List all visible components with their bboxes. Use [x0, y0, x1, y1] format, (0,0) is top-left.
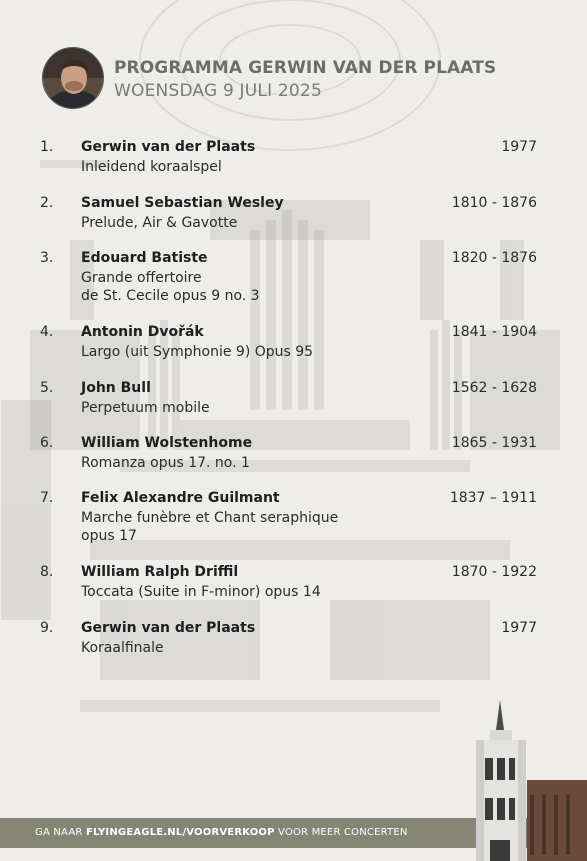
- item-number: 7.: [40, 490, 54, 506]
- piece-line: Grande offertoire: [81, 270, 202, 286]
- composer-years: 1977: [501, 620, 537, 636]
- composer-years: 1837 – 1911: [449, 490, 537, 506]
- item-number: 6.: [40, 435, 54, 451]
- composer-name: William Wolstenhome: [81, 435, 253, 451]
- piece-title: [81, 639, 421, 657]
- composer-name: Samuel Sebastian Wesley: [81, 195, 284, 211]
- item-number: 1.: [40, 139, 54, 155]
- composer-years: 1820 - 1876: [451, 250, 537, 266]
- piece-title: [81, 583, 421, 601]
- piece-line: de St. Cecile opus 9 no. 3: [81, 288, 260, 304]
- composer-name: Antonin Dvořák: [81, 324, 204, 340]
- organist-portrait-image: [43, 48, 104, 109]
- church-tower-image: [452, 700, 587, 861]
- page-title: PROGRAMMA GERWIN VAN DER PLAATS: [114, 58, 497, 78]
- piece-title: [81, 399, 421, 417]
- piece-line: opus 17: [81, 528, 137, 544]
- piece-line: Perpetuum mobile: [81, 400, 210, 416]
- composer-name: William Ralph Driffil: [81, 564, 239, 580]
- item-number: 5.: [40, 380, 54, 396]
- composer-name: Edouard Batiste: [81, 250, 208, 266]
- footer-suffix: VOOR MEER CONCERTEN: [274, 827, 408, 838]
- composer-name: Gerwin van der Plaats: [81, 620, 256, 636]
- item-number: 4.: [40, 324, 54, 340]
- item-number: 3.: [40, 250, 54, 266]
- presale-link[interactable]: FLYINGEAGLE.NL/VOORVERKOOP: [85, 827, 275, 838]
- item-number: 8.: [40, 564, 54, 580]
- composer-years: 1977: [501, 139, 537, 155]
- piece-title: [81, 214, 421, 232]
- program-header: [42, 47, 562, 111]
- piece-title: [81, 509, 421, 545]
- concert-date: WOENSDAG 9 JULI 2025: [114, 81, 322, 101]
- piece-title: [81, 454, 421, 472]
- piece-title: [81, 158, 421, 176]
- composer-years: 1865 - 1931: [451, 435, 537, 451]
- piece-title: [81, 269, 421, 305]
- footer-text: [35, 827, 408, 838]
- composer-name: John Bull: [81, 380, 151, 396]
- footer-prefix: GA NAAR: [35, 827, 86, 838]
- item-number: 2.: [40, 195, 54, 211]
- piece-line: Marche funèbre et Chant seraphique: [81, 510, 339, 526]
- piece-line: Toccata (Suite in F-minor) opus 14: [81, 584, 321, 600]
- item-number: 9.: [40, 620, 54, 636]
- composer-name: Gerwin van der Plaats: [81, 139, 256, 155]
- piece-line: Koraalfinale: [81, 640, 164, 656]
- piece-line: Inleidend koraalspel: [81, 159, 222, 175]
- piece-title: [81, 343, 421, 361]
- composer-name: Felix Alexandre Guilmant: [81, 490, 280, 506]
- composer-years: 1870 - 1922: [451, 564, 537, 580]
- organist-avatar: [42, 47, 104, 109]
- composer-years: 1810 - 1876: [451, 195, 537, 211]
- piece-line: Romanza opus 17. no. 1: [81, 455, 250, 471]
- piece-line: Largo (uit Symphonie 9) Opus 95: [81, 344, 314, 360]
- composer-years: 1562 - 1628: [451, 380, 537, 396]
- piece-line: Prelude, Air & Gavotte: [81, 215, 238, 231]
- composer-years: 1841 - 1904: [451, 324, 537, 340]
